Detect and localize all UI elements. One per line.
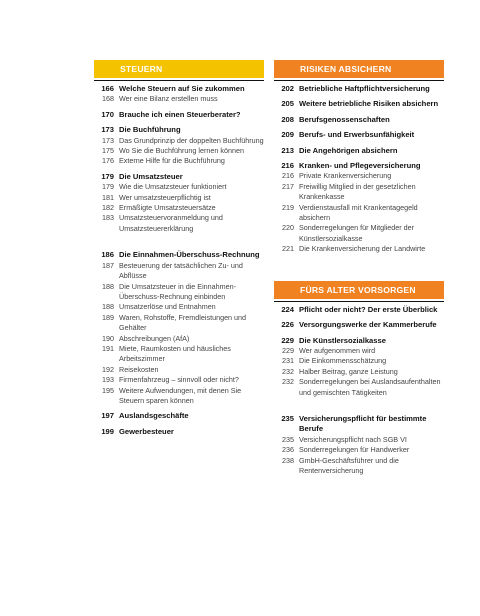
toc-page-number: 217 — [282, 181, 294, 191]
toc-title: Reisekosten — [119, 364, 159, 374]
toc-page-number: 182 — [102, 203, 114, 213]
toc-title: Halber Beitrag, ganze Leistung — [299, 366, 398, 376]
toc-title: Weitere Aufwendungen, mit denen Sie Steuern sparen können — [119, 385, 242, 405]
toc-title: Ermäßigte Umsatzsteuersätze — [119, 203, 216, 213]
toc-title: Waren, Rohstoffe, Fremdleistungen und Gehälter — [119, 312, 247, 333]
toc-page-number: 231 — [282, 356, 294, 366]
toc-page-number: 216 — [281, 161, 294, 171]
section-header-label: RISIKEN ABSICHERN — [300, 64, 392, 74]
toc-title: Die Umsatzsteuer in die Einnahmen-Überschuss-Rechnung einbinden — [119, 281, 237, 301]
toc-title: Sonderregelungen für Mitglieder der Künstlersozialkasse — [299, 223, 415, 243]
toc-subentry — [274, 377, 444, 398]
toc-page-number: 235 — [282, 434, 294, 444]
toc-page-number: 202 — [281, 84, 294, 93]
toc-page-number: 173 — [102, 135, 114, 145]
toc-title: Gewerbesteuer — [119, 426, 174, 436]
toc-entry — [94, 80, 264, 94]
toc-title: Berufsgenossenschaften — [299, 114, 390, 124]
toc-subentry — [274, 346, 444, 356]
toc-title: Umsatzerlöse und Entnahmen — [119, 302, 216, 312]
toc-entry — [94, 427, 264, 437]
toc-page-number: 176 — [102, 156, 114, 166]
toc-title: Wer umsatzsteuerpflichtig ist — [119, 192, 211, 202]
toc-entry — [274, 146, 444, 156]
toc-page-number: 219 — [282, 202, 294, 212]
toc-page-number: 238 — [282, 455, 294, 465]
toc-subentry — [274, 456, 444, 477]
section-header-alter — [274, 281, 444, 299]
toc-list-risiken — [274, 80, 444, 255]
toc-title: GmbH-Geschäftsführer und die Rentenversicherung — [299, 455, 399, 475]
toc-title: Die Angehörigen absichern — [299, 145, 398, 155]
toc-column-right — [274, 60, 444, 476]
toc-title: Die Krankenversicherung der Landwirte — [299, 244, 426, 254]
toc-title: Miete, Raumkosten und häusliches Arbeitszimmer — [119, 343, 231, 364]
toc-subentry — [94, 213, 264, 234]
toc-title: Freiwillig Mitglied in der gesetzlichen Krankenkasse — [299, 181, 416, 202]
toc-page-number: 190 — [102, 333, 114, 343]
toc-page-number: 216 — [282, 171, 294, 181]
section-header-steuern — [94, 60, 264, 78]
toc-subentry — [94, 282, 264, 303]
toc-subentry — [94, 344, 264, 365]
toc-page-number: 220 — [282, 223, 294, 233]
toc-page-number: 175 — [102, 146, 114, 156]
toc-page-number: 188 — [102, 281, 114, 291]
toc-page-number: 235 — [281, 413, 294, 423]
toc-entry — [94, 411, 264, 421]
toc-page-number: 221 — [282, 244, 294, 254]
toc-subentry — [94, 94, 264, 104]
toc-page-number: 226 — [281, 320, 294, 330]
toc-title: Sonderregelungen für Handwerker — [299, 445, 410, 455]
toc-subentry — [94, 146, 264, 156]
toc-page-number: 168 — [102, 94, 114, 104]
toc-title: Betriebliche Haftpflichtversicherung — [299, 84, 430, 93]
toc-entry — [274, 130, 444, 140]
toc-page-number: 181 — [102, 192, 114, 202]
toc-entry — [274, 320, 444, 330]
toc-entry — [274, 414, 444, 435]
toc-title: Berufs- und Erwerbsunfähigkeit — [299, 130, 415, 140]
toc-page-number: 236 — [282, 445, 294, 455]
toc-list-steuern — [94, 80, 264, 437]
toc-entry — [94, 110, 264, 120]
toc-page-number: 232 — [282, 377, 294, 387]
section-header-label: FÜRS ALTER VORSORGEN — [300, 284, 416, 295]
section-header-label: STEUERN — [120, 64, 163, 74]
toc-title: Wer eine Bilanz erstellen muss — [119, 94, 218, 104]
toc-page-number: 188 — [102, 302, 114, 312]
toc-title: Private Krankenversicherung — [299, 171, 392, 181]
toc-page-number: 179 — [102, 182, 114, 192]
toc-title: Versicherungspflicht nach SGB VI — [299, 434, 407, 444]
toc-page-number: 213 — [281, 145, 294, 155]
toc-page-number: 224 — [281, 304, 294, 314]
section-alter — [274, 281, 444, 477]
toc-page-number: 208 — [281, 114, 294, 124]
toc-title: Externe Hilfe für die Buchführung — [119, 156, 225, 166]
toc-title: Die Einnahmen-Überschuss-Rechnung — [119, 250, 260, 260]
toc-title: Versorgungswerke der Kammerberufe — [299, 320, 437, 330]
toc-title: Das Grundprinzip der doppelten Buchführung — [119, 135, 264, 145]
toc-page-number: 193 — [102, 375, 114, 385]
toc-subentry — [274, 445, 444, 455]
toc-page-number: 170 — [101, 109, 114, 119]
toc-title: Weitere betriebliche Risiken absichern — [299, 99, 439, 109]
toc-subentry — [274, 223, 444, 244]
toc-page-number: 189 — [102, 312, 114, 322]
toc-subentry — [94, 334, 264, 344]
toc-subentry — [94, 302, 264, 312]
toc-page-number: 183 — [102, 213, 114, 223]
toc-page-number: 229 — [282, 345, 294, 355]
section-header-risiken — [274, 60, 444, 78]
toc-subentry — [94, 261, 264, 282]
toc-title: Die Umsatzsteuer — [119, 171, 183, 181]
toc-page-number: 191 — [102, 343, 114, 353]
toc-page-number: 195 — [102, 385, 114, 395]
toc-title: Besteuerung der tatsächlichen Zu- und Abflüsse — [119, 260, 243, 281]
toc-subentry — [274, 203, 444, 224]
toc-subentry — [274, 356, 444, 366]
toc-title: Die Künstlersozialkasse — [299, 335, 386, 345]
toc-subentry — [94, 136, 264, 146]
toc-page-number: 187 — [102, 260, 114, 270]
toc-entry — [94, 125, 264, 135]
toc-subentry — [274, 244, 444, 254]
toc-page-number: 197 — [101, 411, 114, 421]
toc-entry — [274, 301, 444, 315]
toc-page-number: 205 — [281, 99, 294, 109]
toc-title: Wer aufgenommen wird — [299, 345, 376, 355]
toc-column-left — [94, 60, 264, 437]
toc-page-number: 209 — [281, 130, 294, 140]
toc-subentry — [274, 171, 444, 181]
toc-title: Versicherungspflicht für bestimmte Berufe — [299, 413, 427, 434]
toc-title: Abschreibungen (AfA) — [119, 333, 190, 343]
toc-entry — [94, 250, 264, 260]
toc-page-number: 179 — [101, 171, 114, 181]
toc-subentry — [94, 156, 264, 166]
toc-subentry — [94, 193, 264, 203]
toc-entry — [274, 115, 444, 125]
toc-page-number: 186 — [101, 250, 114, 260]
toc-title: Wo Sie die Buchführung lernen können — [119, 146, 244, 156]
toc-title: Sonderregelungen bei Auslandsaufenthalten und gemischten Tätigkeiten — [299, 377, 441, 397]
toc-subentry — [274, 435, 444, 445]
toc-subentry — [94, 313, 264, 334]
toc-subentry — [94, 365, 264, 375]
toc-title: Firmenfahrzeug – sinnvoll oder nicht? — [119, 375, 239, 385]
toc-title: Wie die Umsatzsteuer funktioniert — [119, 182, 227, 192]
toc-subentry — [94, 386, 264, 407]
toc-title: Auslandsgeschäfte — [119, 411, 189, 421]
toc-title: Kranken- und Pflegeversicherung — [299, 161, 421, 171]
toc-entry — [274, 99, 444, 109]
toc-page-number: 192 — [102, 364, 114, 374]
toc-title: Die Buchführung — [119, 125, 181, 135]
toc-page-number: 173 — [101, 125, 114, 135]
toc-page-number: 166 — [101, 84, 114, 93]
toc-page-number: 229 — [281, 335, 294, 345]
toc-title: Die Einkommensschätzung — [299, 356, 387, 366]
toc-subentry — [274, 182, 444, 203]
toc-page-number: 232 — [282, 366, 294, 376]
toc-list-alter — [274, 301, 444, 477]
toc-title: Welche Steuern auf Sie zukommen — [119, 84, 245, 93]
toc-entry — [274, 336, 444, 346]
toc-subentry — [94, 375, 264, 385]
toc-title: Brauche ich einen Steuerberater? — [119, 109, 241, 119]
toc-title: Verdienstausfall mit Krankentagegeld absichern — [299, 202, 418, 223]
toc-entry — [274, 161, 444, 171]
toc-title: Pflicht oder nicht? Der erste Überblick — [299, 304, 438, 314]
toc-entry — [274, 80, 444, 94]
toc-subentry — [274, 367, 444, 377]
toc-entry — [94, 172, 264, 182]
toc-subentry — [94, 203, 264, 213]
toc-subentry — [94, 182, 264, 192]
toc-title: Umsatzsteuervoranmeldung und Umsatzsteuererklärung — [119, 213, 223, 233]
toc-page-number: 199 — [101, 426, 114, 436]
